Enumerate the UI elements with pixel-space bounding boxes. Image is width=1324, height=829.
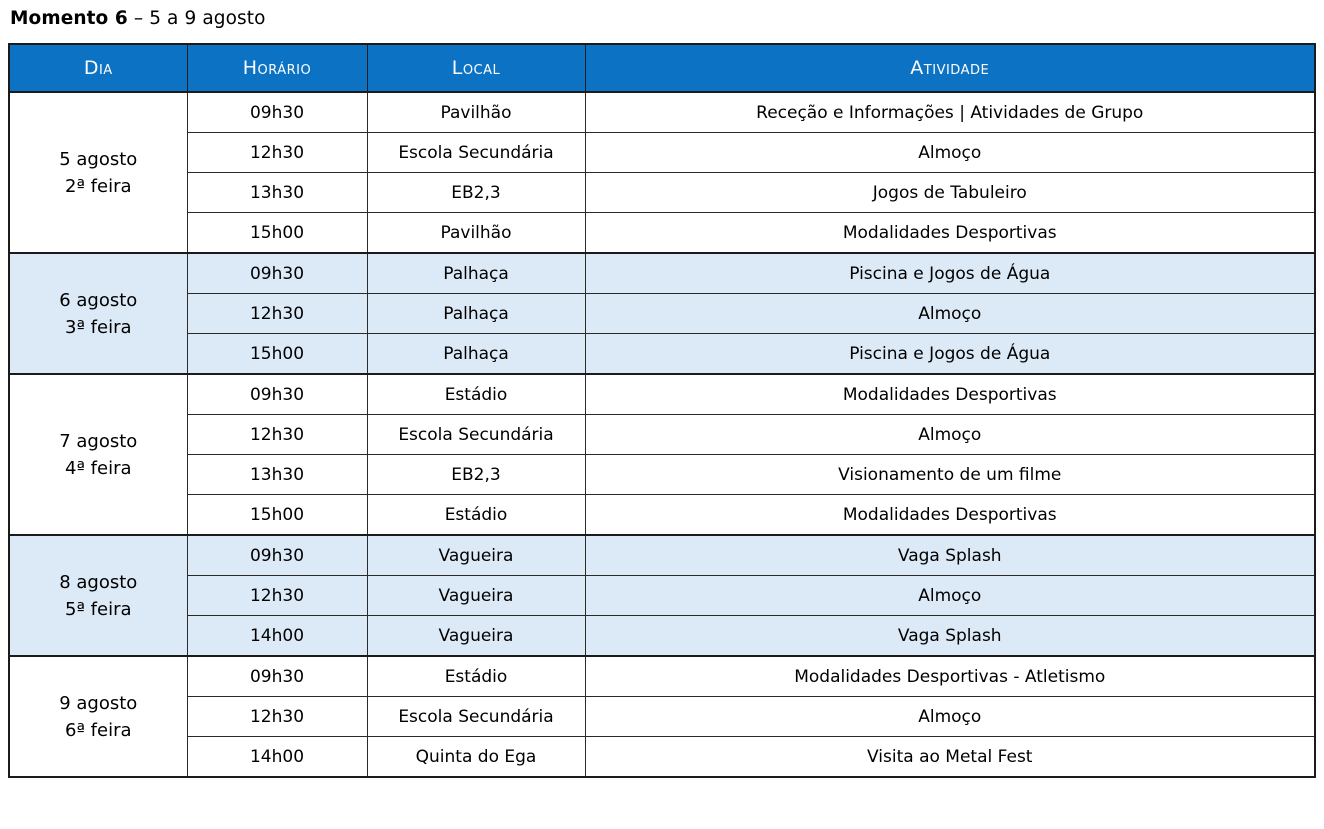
- time-cell: 12h30: [187, 133, 367, 173]
- place-cell: EB2,3: [367, 173, 585, 213]
- activity-cell: Almoço: [585, 576, 1315, 616]
- page-title-separator: –: [127, 8, 150, 29]
- place-cell: Estádio: [367, 656, 585, 697]
- table-row: [9, 495, 1315, 536]
- table-row: [9, 576, 1315, 616]
- table-body: [9, 92, 1315, 777]
- activity-cell: Almoço: [585, 294, 1315, 334]
- table-row: [9, 253, 1315, 294]
- activity-cell: Piscina e Jogos de Água: [585, 253, 1315, 294]
- place-cell: Estádio: [367, 374, 585, 415]
- activity-cell: Modalidades Desportivas: [585, 213, 1315, 254]
- day-weekday: 5ª feira: [65, 598, 132, 620]
- activity-cell: Almoço: [585, 133, 1315, 173]
- day-weekday: 2ª feira: [65, 175, 132, 197]
- place-cell: Escola Secundária: [367, 697, 585, 737]
- activity-cell: Almoço: [585, 697, 1315, 737]
- time-cell: 09h30: [187, 374, 367, 415]
- time-cell: 14h00: [187, 737, 367, 778]
- time-cell: 09h30: [187, 656, 367, 697]
- place-cell: Estádio: [367, 495, 585, 536]
- day-date: 7 agosto: [59, 430, 138, 452]
- activity-cell: Modalidades Desportivas: [585, 495, 1315, 536]
- page-title: [10, 8, 1316, 29]
- place-cell: Escola Secundária: [367, 415, 585, 455]
- activity-cell: Receção e Informações | Atividades de Grupo: [585, 92, 1315, 133]
- column-header-atividade: Atividade: [585, 44, 1315, 92]
- activity-cell: Visionamento de um filme: [585, 455, 1315, 495]
- day-weekday: 6ª feira: [65, 719, 132, 741]
- day-cell: [9, 253, 187, 374]
- table-row: [9, 656, 1315, 697]
- time-cell: 09h30: [187, 92, 367, 133]
- place-cell: Pavilhão: [367, 92, 585, 133]
- table-row: [9, 697, 1315, 737]
- table-row: [9, 133, 1315, 173]
- page-title-range: 5 a 9 agosto: [149, 8, 266, 29]
- time-cell: 12h30: [187, 576, 367, 616]
- table-row: [9, 737, 1315, 778]
- table-row: [9, 616, 1315, 657]
- day-date: 9 agosto: [59, 692, 138, 714]
- activity-cell: Jogos de Tabuleiro: [585, 173, 1315, 213]
- day-cell: [9, 656, 187, 777]
- time-cell: 15h00: [187, 213, 367, 254]
- table-header: [9, 44, 1315, 92]
- place-cell: EB2,3: [367, 455, 585, 495]
- day-date: 8 agosto: [59, 571, 138, 593]
- table-row: [9, 294, 1315, 334]
- column-header-horario: Horário: [187, 44, 367, 92]
- activity-cell: Modalidades Desportivas: [585, 374, 1315, 415]
- schedule-table: [8, 43, 1316, 778]
- time-cell: 12h30: [187, 415, 367, 455]
- activity-cell: Vaga Splash: [585, 616, 1315, 657]
- table-header-row: [9, 44, 1315, 92]
- table-row: [9, 455, 1315, 495]
- place-cell: Palhaça: [367, 294, 585, 334]
- day-cell: [9, 374, 187, 535]
- time-cell: 13h30: [187, 455, 367, 495]
- place-cell: Vagueira: [367, 616, 585, 657]
- place-cell: Escola Secundária: [367, 133, 585, 173]
- time-cell: 09h30: [187, 535, 367, 576]
- column-header-local: Local: [367, 44, 585, 92]
- table-row: [9, 334, 1315, 375]
- time-cell: 09h30: [187, 253, 367, 294]
- day-weekday: 3ª feira: [65, 316, 132, 338]
- time-cell: 15h00: [187, 495, 367, 536]
- place-cell: Palhaça: [367, 334, 585, 375]
- day-cell: [9, 535, 187, 656]
- place-cell: Vagueira: [367, 535, 585, 576]
- activity-cell: Visita ao Metal Fest: [585, 737, 1315, 778]
- place-cell: Pavilhão: [367, 213, 585, 254]
- day-cell: [9, 92, 187, 253]
- place-cell: Quinta do Ega: [367, 737, 585, 778]
- day-date: 5 agosto: [59, 148, 138, 170]
- table-row: [9, 173, 1315, 213]
- time-cell: 12h30: [187, 697, 367, 737]
- day-weekday: 4ª feira: [65, 457, 132, 479]
- activity-cell: Vaga Splash: [585, 535, 1315, 576]
- page-title-main: Momento 6: [10, 8, 128, 29]
- activity-cell: Modalidades Desportivas - Atletismo: [585, 656, 1315, 697]
- column-header-dia: Dia: [9, 44, 187, 92]
- place-cell: Vagueira: [367, 576, 585, 616]
- time-cell: 12h30: [187, 294, 367, 334]
- table-row: [9, 374, 1315, 415]
- place-cell: Palhaça: [367, 253, 585, 294]
- table-row: [9, 213, 1315, 254]
- time-cell: 15h00: [187, 334, 367, 375]
- activity-cell: Almoço: [585, 415, 1315, 455]
- time-cell: 14h00: [187, 616, 367, 657]
- table-row: [9, 535, 1315, 576]
- day-date: 6 agosto: [59, 289, 138, 311]
- table-row: [9, 415, 1315, 455]
- time-cell: 13h30: [187, 173, 367, 213]
- activity-cell: Piscina e Jogos de Água: [585, 334, 1315, 375]
- table-row: [9, 92, 1315, 133]
